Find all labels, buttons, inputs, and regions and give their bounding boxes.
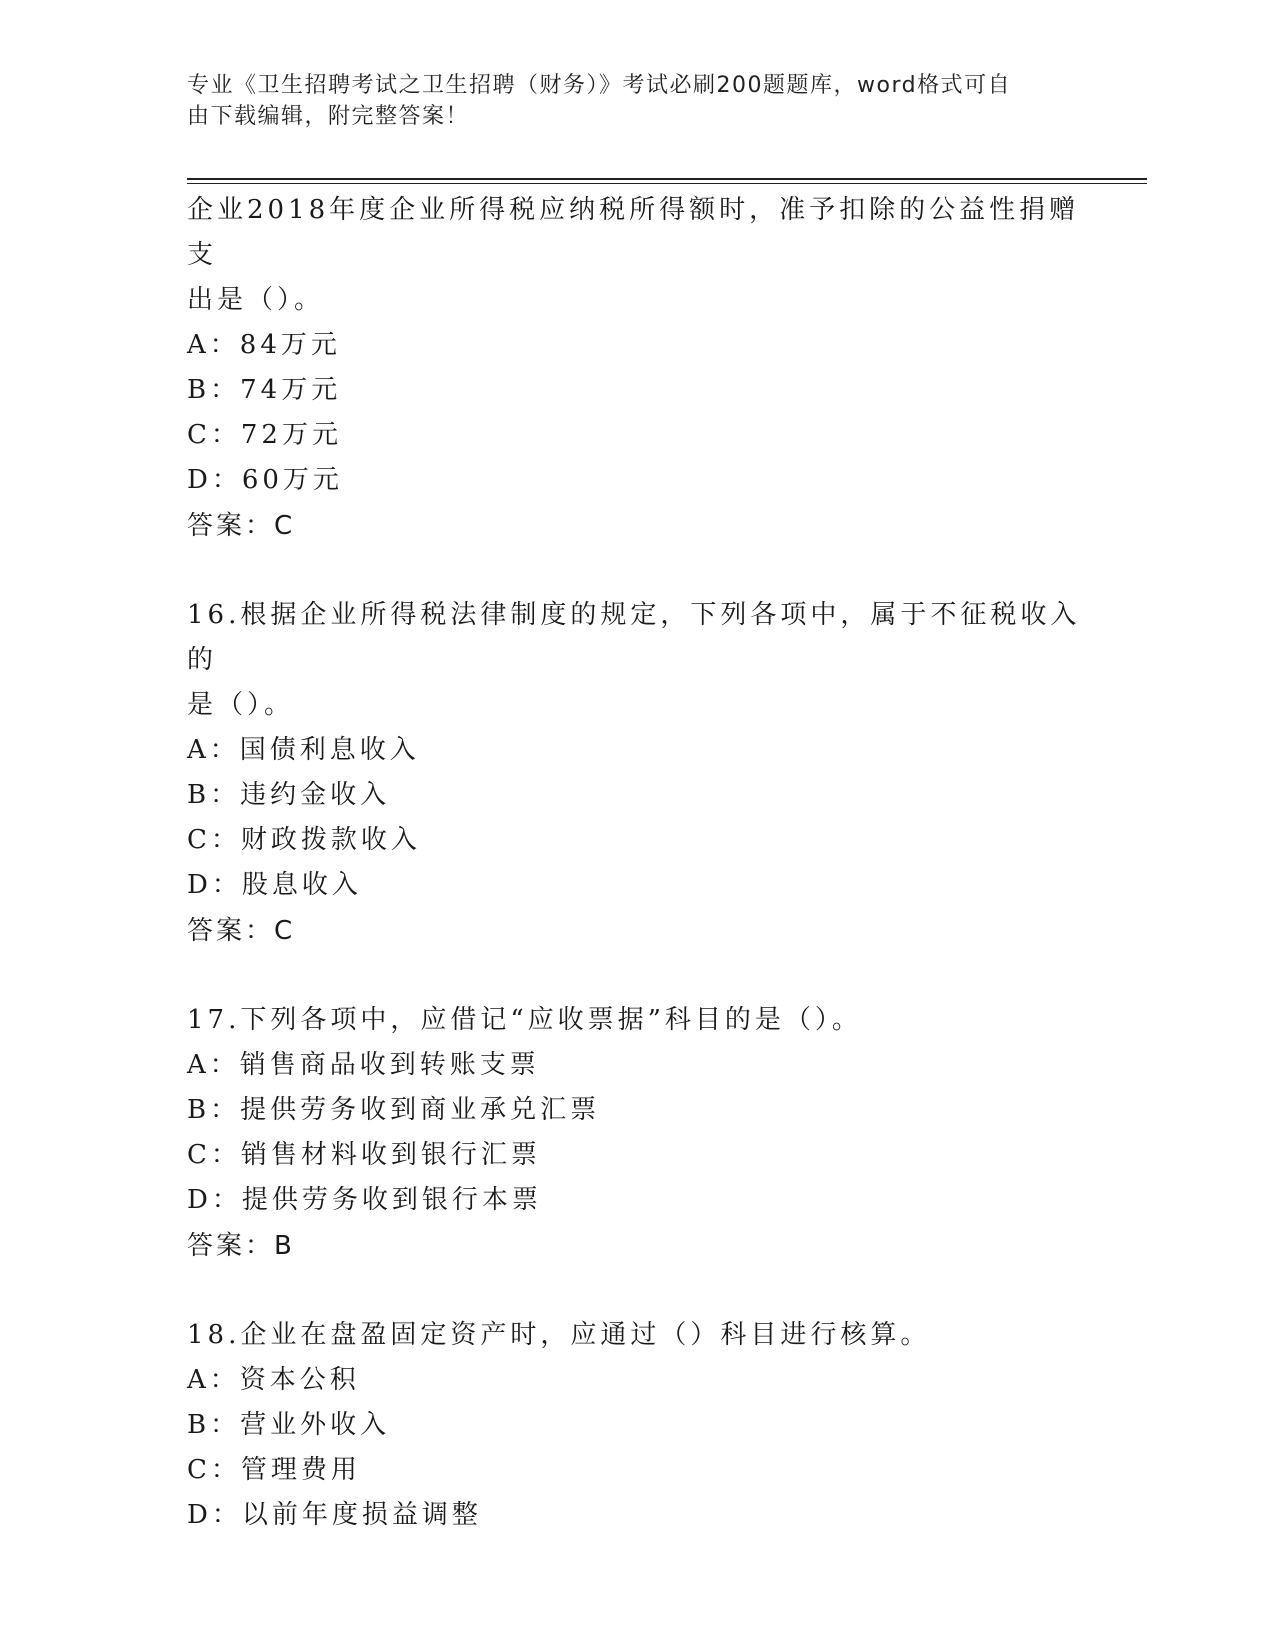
option-c: C：销售材料收到银行汇票	[187, 1140, 541, 1170]
option-c: C：管理费用	[187, 1455, 361, 1485]
option-d: D：以前年度损益调整	[187, 1500, 482, 1530]
question-text-line: 出是（）。	[187, 285, 325, 315]
question-text-line: 18.企业在盘盈固定资产时，应通过（）科目进行核算。	[187, 1320, 931, 1350]
answer: 答案：B	[187, 1231, 295, 1261]
header-divider-thin	[187, 183, 1147, 184]
question-text-line: 17.下列各项中，应借记“应收票据”科目的是（）。	[187, 1005, 862, 1035]
option-b: B：营业外收入	[187, 1410, 391, 1440]
option-d: D：60万元	[187, 465, 343, 495]
header-line-1: 专业《卫生招聘考试之卫生招聘（财务）》考试必刷200题题库，word格式可自	[187, 73, 1012, 98]
answer: 答案：C	[187, 511, 296, 541]
option-c: C：财政拨款收入	[187, 825, 421, 855]
question-16	[187, 593, 1087, 954]
option-d: D：股息收入	[187, 870, 362, 900]
option-b: B：违约金收入	[187, 780, 391, 810]
option-c: C：72万元	[187, 420, 342, 450]
question-list	[187, 188, 1087, 1538]
option-a: A：销售商品收到转账支票	[187, 1050, 540, 1080]
header-title	[187, 70, 1067, 132]
question-18	[187, 1313, 1087, 1538]
option-d: D：提供劳务收到银行本票	[187, 1185, 542, 1215]
option-a: A：国债利息收入	[187, 735, 420, 765]
header-divider-thick	[187, 178, 1147, 180]
question-text-line: 16.根据企业所得税法律制度的规定，下列各项中，属于不征税收入的	[187, 600, 1081, 675]
option-a: A：资本公积	[187, 1365, 360, 1395]
header-line-2: 由下载编辑，附完整答案！	[187, 104, 470, 129]
document-header	[187, 70, 1147, 132]
question-continued	[187, 188, 1087, 549]
option-b: B：74万元	[187, 375, 342, 405]
question-text-line: 是（）。	[187, 690, 295, 720]
option-b: B：提供劳务收到商业承兑汇票	[187, 1095, 601, 1125]
question-17	[187, 998, 1087, 1269]
answer: 答案：C	[187, 916, 296, 946]
question-text-line: 企业2018年度企业所得税应纳税所得额时，准予扣除的公益性捐赠支	[187, 195, 1080, 270]
option-a: A：84万元	[187, 330, 341, 360]
